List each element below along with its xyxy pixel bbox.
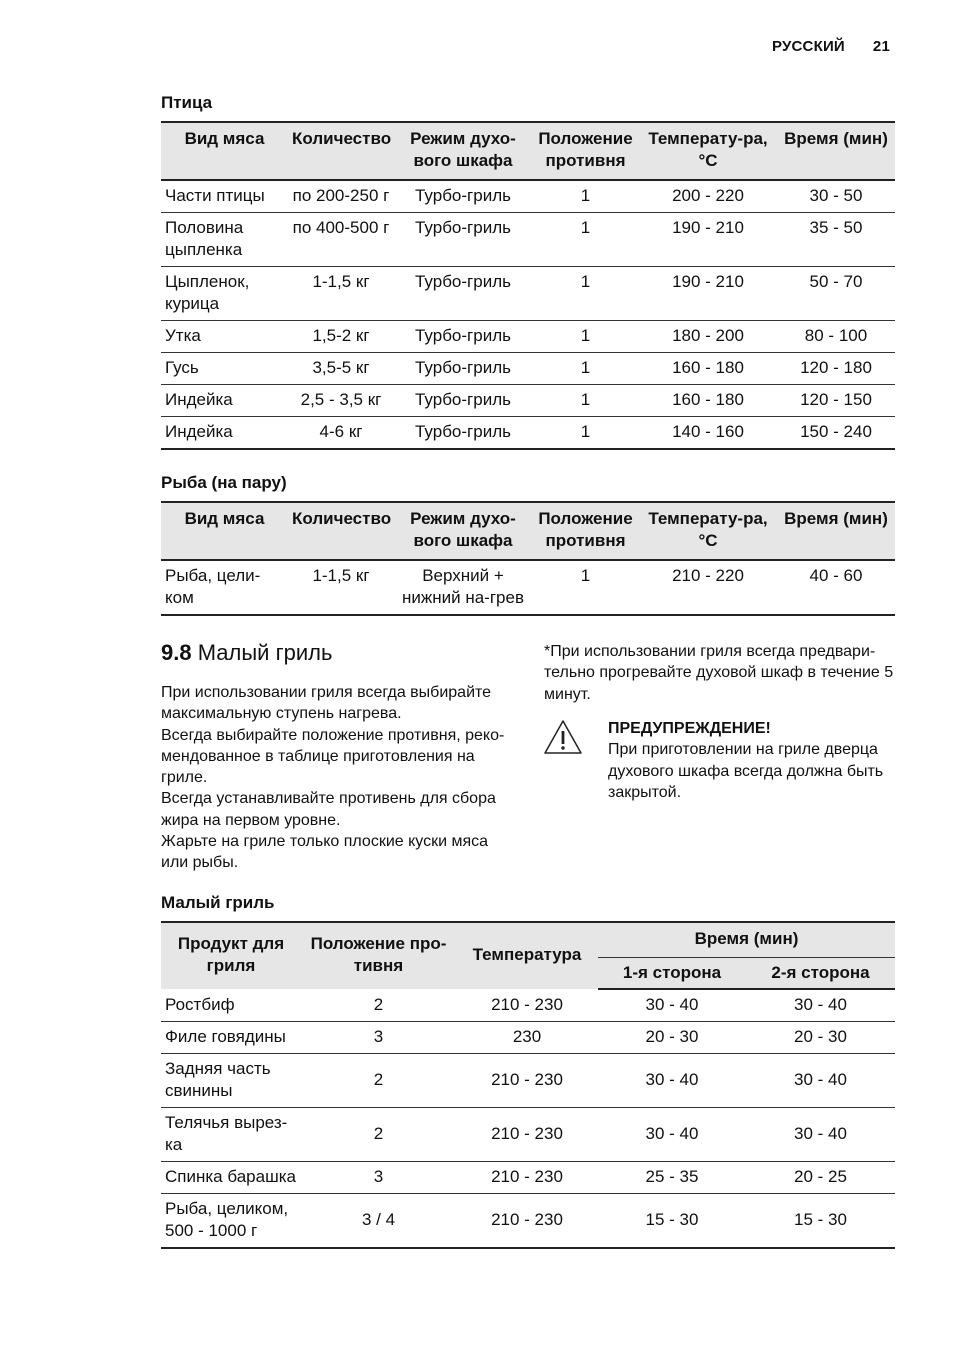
table-cell: 150 - 240 [800, 422, 872, 441]
column-header: Температу-ра, °C [639, 122, 777, 180]
warning-title: ПРЕДУПРЕЖДЕНИЕ! [608, 720, 771, 737]
table-row [161, 417, 895, 450]
fish-table-title: Рыба (на пару) [161, 473, 287, 492]
table-cell: 1 [580, 358, 591, 377]
table-cell: 160 - 180 [672, 358, 744, 377]
table-cell: 1 [580, 390, 591, 409]
table-cell: Индейка [165, 390, 233, 409]
table-cell: 190 - 210 [672, 272, 744, 291]
column-header: Продукт для гриля [161, 922, 301, 989]
table-row [161, 989, 895, 1022]
table-cell: 2 [373, 1124, 384, 1143]
table-cell: Индейка [165, 422, 233, 441]
table-cell: 50 - 70 [809, 272, 863, 291]
table-cell: Задняя часть свинины [165, 1059, 271, 1100]
warning-text: При приготовлении на гриле дверца духового шкафа всегда должна быть закрытой. [608, 741, 884, 801]
table-cell: 15 - 30 [794, 1210, 847, 1229]
table-row [161, 1022, 895, 1054]
table-cell: Рыба, цели-ком [165, 566, 261, 607]
paragraph: При использовании гриля всегда выбирайте максимальную ступень нагрева. [161, 684, 492, 723]
column-header: Вид мяса [161, 122, 288, 180]
table-row [161, 385, 895, 417]
poultry-table [161, 121, 895, 450]
table-cell: 2 [373, 994, 384, 1014]
table-cell: Турбо-гриль [415, 218, 511, 237]
table-cell: 210 - 230 [491, 1070, 563, 1089]
table-cell: 1-1,5 кг [312, 272, 370, 291]
table-cell: Телячья вырез-ка [165, 1113, 288, 1154]
table-cell: 140 - 160 [672, 422, 744, 441]
table-cell: 1-1,5 кг [312, 566, 370, 585]
table-cell: 3 [373, 1027, 384, 1046]
table-cell: Цыпленок, курица [165, 272, 250, 313]
table-cell: 1,5-2 кг [312, 326, 370, 345]
table-cell: 25 - 35 [645, 1167, 699, 1186]
language-label: РУССКИЙ [771, 38, 845, 55]
column-header: Положение противня [532, 502, 639, 560]
grill-table [161, 921, 895, 1249]
table-cell: Турбо-гриль [415, 326, 511, 345]
warning-icon [543, 719, 583, 755]
table-cell: 1 [580, 326, 591, 345]
table-cell: 1 [580, 186, 591, 205]
column-header: Режим духо-вого шкафа [394, 122, 532, 180]
table-row [161, 1108, 895, 1162]
table-cell: 30 - 40 [645, 1124, 699, 1143]
table-cell: 160 - 180 [672, 390, 744, 409]
paragraph: Всегда выбирайте положение противня, реко-мендованное в таблице приготовления на гриле. [161, 726, 505, 787]
table-cell: 2,5 - 3,5 кг [300, 390, 382, 409]
table-row [161, 1054, 895, 1108]
table-cell: 35 - 50 [809, 218, 863, 237]
table-cell: 4-6 кг [319, 422, 363, 441]
table-cell: 180 - 200 [672, 326, 744, 345]
table-cell: 30 - 40 [645, 1070, 699, 1089]
table-cell: 200 - 220 [672, 186, 744, 205]
table-cell: Турбо-гриль [415, 186, 511, 205]
column-header: Время (мин) [777, 502, 895, 560]
poultry-table-title: Птица [161, 93, 213, 112]
column-subheader: 1-я сторона [598, 958, 746, 990]
table-row [161, 180, 895, 213]
table-cell: Рыба, целиком, 500 - 1000 г [165, 1199, 289, 1240]
table-cell: по 400-500 г [292, 218, 390, 237]
table-cell: по 200-250 г [292, 186, 390, 205]
table-cell: 3,5-5 кг [312, 358, 370, 377]
section-heading [161, 640, 332, 666]
table-cell: 30 - 40 [794, 1070, 847, 1089]
table-cell: Верхний + нижний на-грев [401, 566, 524, 607]
table-cell: Спинка барашка [165, 1167, 296, 1186]
column-header: Вид мяса [161, 502, 288, 560]
column-header: Температура [456, 922, 598, 989]
table-cell: Половина цыпленка [165, 218, 244, 259]
grill-table-title: Малый гриль [161, 893, 275, 912]
table-row [161, 1162, 895, 1194]
table-cell: Гусь [165, 358, 199, 377]
table-cell: Турбо-гриль [415, 272, 511, 291]
table-row [161, 1194, 895, 1249]
table-cell: 2 [373, 1070, 384, 1089]
table-cell: Турбо-гриль [415, 390, 511, 409]
column-header: Количество [288, 502, 394, 560]
table-cell: 15 - 30 [645, 1210, 699, 1229]
paragraph: Жарьте на гриле только плоские куски мяса или рыбы. [161, 833, 489, 872]
table-cell: 120 - 150 [800, 390, 872, 409]
table-cell: Турбо-гриль [415, 422, 511, 441]
table-cell: Части птицы [165, 186, 265, 205]
table-cell: 20 - 30 [794, 1027, 847, 1046]
table-cell: 30 - 40 [794, 995, 847, 1014]
column-header: Температу-ра, °C [639, 502, 777, 560]
table-cell: 3 [373, 1167, 384, 1186]
column-header: Положение про-тивня [301, 922, 456, 989]
table-cell: 1 [580, 272, 591, 291]
table-cell: 190 - 210 [672, 218, 744, 237]
section-body [161, 682, 511, 874]
column-header: Положение противня [532, 122, 639, 180]
paragraph: Всегда устанавливайте противень для сбора жира на первом уровне. [161, 790, 496, 829]
table-cell: 80 - 100 [804, 326, 868, 345]
page-header [772, 38, 890, 55]
table-cell: Турбо-гриль [415, 358, 511, 377]
table-cell: 30 - 40 [645, 995, 699, 1014]
table-row [161, 353, 895, 385]
table-row [161, 213, 895, 267]
table-row [161, 321, 895, 353]
table-cell: 120 - 180 [800, 358, 872, 377]
table-cell: Ростбиф [165, 994, 235, 1014]
warning-block [608, 718, 898, 803]
column-header: Режим духо-вого шкафа [394, 502, 532, 560]
table-cell: 3 / 4 [361, 1210, 396, 1229]
column-header: Время (мин) [598, 922, 895, 958]
table-cell: 20 - 30 [645, 1027, 699, 1046]
table-cell: Филе говядины [165, 1027, 286, 1046]
preheat-note: *При использовании гриля всегда предвари-тельно прогревайте духовой шкаф в течение 5 минут. [544, 643, 894, 703]
page-number: 21 [872, 38, 890, 55]
table-cell: Утка [165, 326, 201, 345]
table-cell: 30 - 40 [794, 1124, 847, 1143]
table-cell: 210 - 230 [491, 994, 563, 1014]
table-cell: 30 - 50 [809, 186, 863, 205]
table-row [161, 560, 895, 615]
section-number: 9.8 [161, 640, 192, 665]
column-subheader: 2-я сторона [746, 958, 895, 990]
fish-table [161, 501, 895, 616]
table-cell: 210 - 230 [491, 1210, 563, 1229]
table-cell: 1 [580, 422, 591, 441]
section-title: Малый гриль [197, 640, 333, 665]
table-cell: 210 - 230 [491, 1167, 563, 1186]
table-row [161, 267, 895, 321]
table-cell: 210 - 230 [491, 1124, 563, 1143]
column-header: Количество [288, 122, 394, 180]
table-cell: 230 [512, 1027, 542, 1046]
column-header: Время (мин) [777, 122, 895, 180]
table-cell: 40 - 60 [809, 566, 863, 585]
table-cell: 1 [580, 566, 591, 585]
table-cell: 20 - 25 [794, 1167, 847, 1186]
table-cell: 1 [580, 218, 591, 237]
table-cell: 210 - 220 [672, 566, 744, 585]
